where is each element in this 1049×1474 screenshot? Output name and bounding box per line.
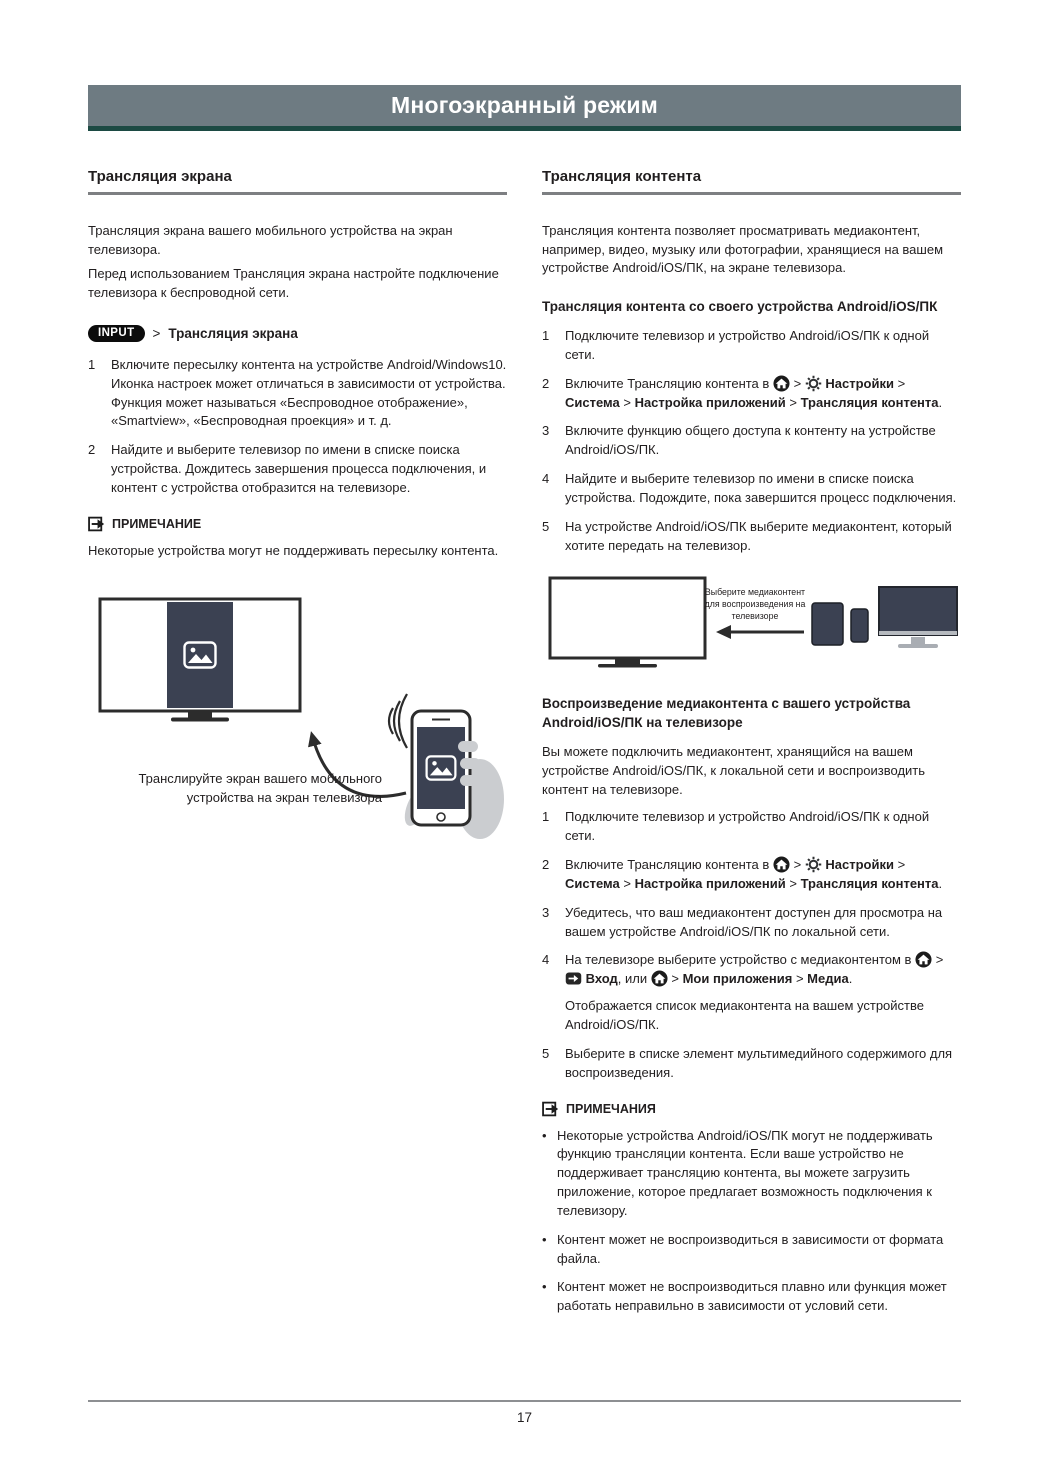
step-text — [565, 856, 961, 894]
tv-screen-band — [167, 602, 233, 708]
note-bullet — [542, 1127, 961, 1221]
step-number: 5 — [542, 518, 550, 534]
step-text-part: , или — [617, 971, 648, 987]
menu-item: Настройка приложений — [634, 875, 786, 891]
home-icon — [915, 951, 932, 968]
step-text: Выберите в списке элемент мультимедийного содержимого для воспроизведения. — [565, 1045, 953, 1080]
figure-caption: Транслируйте экран вашего мобильного устройства на экран телевизора — [138, 770, 382, 805]
settings-gear-icon — [805, 375, 822, 392]
step-number: 1 — [542, 328, 550, 344]
figure-note: Выберите медиаконтент для воспроизведения на телевизоре — [704, 587, 806, 621]
note-heading — [542, 1101, 961, 1117]
finger-shape — [458, 741, 478, 752]
step-item — [542, 808, 961, 846]
input-source-icon — [565, 970, 582, 987]
left-column — [88, 168, 507, 843]
step-item — [542, 951, 961, 1034]
intro-paragraph: Трансляция контента позволяет просматривать медиаконтент, например, видео, музыку или фотографии, хранящиеся на вашем устройстве Android/iOS/ПК, на экране телевизора. — [542, 223, 944, 276]
step-item — [542, 904, 961, 942]
path-separator: > — [897, 857, 906, 873]
subheading-play-media: Воспроизведение медиаконтента с вашего устройства Android/iOS/ПК на телевизоре — [542, 696, 911, 731]
step-text: Найдите и выберите телевизор по имени в списке поиска устройства. Дождитесь завершения процесса подключения, и контент с устройства отобразится на телевизоре. — [111, 442, 487, 495]
note-bullet-text: • Контент может не воспроизводиться плавно или функция может работать неправильно в зависимости от условий сети. — [557, 1279, 947, 1314]
path-separator: > — [793, 375, 802, 391]
period: . — [938, 394, 943, 410]
step-text — [565, 375, 961, 413]
path-separator: > — [789, 875, 797, 891]
path-separator: > — [152, 325, 161, 341]
step-followup: Отображается список медиаконтента на вашем устройстве Android/iOS/ПК. — [565, 998, 924, 1033]
step-number: 4 — [542, 471, 550, 487]
step-item — [542, 422, 961, 460]
intro-paragraph: Трансляция экрана вашего мобильного устройства на экран телевизора. — [88, 223, 453, 257]
menu-item: Медиа — [807, 971, 849, 987]
pc-monitor-neck — [911, 637, 925, 644]
path-separator: > — [671, 971, 679, 987]
menu-item: Система — [565, 394, 620, 410]
note-label: ПРИМЕЧАНИЕ — [112, 516, 202, 531]
phone-device — [851, 609, 868, 642]
tv-frame — [550, 578, 705, 658]
note-arrow-icon — [542, 1101, 559, 1117]
note-text: Некоторые устройства могут не поддерживать пересылку контента. — [88, 542, 499, 558]
path-separator: > — [897, 375, 906, 391]
content-columns — [88, 168, 961, 1326]
step-number: 2 — [88, 442, 96, 458]
pc-monitor-bezel — [879, 631, 957, 635]
step-text: На устройстве Android/iOS/ПК выберите медиаконтент, который хотите передать на телевизор. — [565, 518, 952, 553]
step-item — [88, 441, 507, 498]
section-heading-content-cast: Трансляция контента — [542, 168, 961, 195]
step-number: 2 — [542, 857, 550, 873]
step-item — [542, 856, 961, 894]
step-text-part: Включите Трансляцию контента в — [565, 375, 770, 391]
content-cast-figure — [542, 575, 961, 675]
note-bullet — [542, 1278, 961, 1316]
pc-monitor-base — [898, 644, 938, 648]
step-number: 3 — [542, 423, 550, 439]
path-separator: > — [623, 875, 631, 891]
pc-monitor — [879, 587, 957, 635]
note-bullet-text: • Контент может не воспроизводиться в зависимости от формата файла. — [557, 1231, 944, 1266]
path-separator: > — [793, 857, 802, 873]
path-separator: > — [623, 394, 631, 410]
step-text: Убедитесь, что ваш медиаконтент доступен для просмотра на вашем устройстве Android/iOS/ПК по локальной сети. — [565, 904, 943, 939]
step-item — [542, 470, 961, 508]
page-banner — [88, 85, 961, 131]
step-number: 2 — [542, 375, 550, 391]
subheading-cast-from-device: Трансляция контента со своего устройства Android/iOS/ПК — [542, 299, 938, 315]
menu-item: Вход — [585, 971, 618, 987]
settings-gear-icon — [805, 856, 822, 873]
intro-paragraph: Вы можете подключить медиаконтент, хранящийся на вашем устройстве Android/iOS/ПК, к локальной сети и воспроизводить контент на телевизоре. — [542, 744, 926, 797]
home-icon — [773, 856, 790, 873]
finger-shape — [460, 758, 480, 769]
step-number: 3 — [542, 904, 550, 920]
step-text — [565, 951, 961, 1034]
intro-paragraph: Перед использованием Трансляция экрана настройте подключение телевизора к беспроводной сети. — [88, 266, 499, 301]
menu-item: Трансляция контента — [800, 394, 939, 410]
step-item — [88, 356, 507, 431]
step-item — [542, 375, 961, 413]
step-text: Включите пересылку контента на устройстве Android/Windows10. Иконка настроек может отличаться в зависимости от устройства. Функция может называться «Беспроводное отображение», «Smartview», «Беспроводная проекция» и т. д. — [111, 356, 507, 429]
path-separator: > — [795, 971, 804, 987]
step-text: Включите функцию общего доступа к контенту на устройстве Android/iOS/ПК. — [565, 423, 936, 458]
menu-item: Настройки — [825, 375, 894, 391]
note-arrow-icon — [88, 516, 105, 532]
step-text: Подключите телевизор и устройство Android/iOS/ПК к одной сети. — [565, 328, 930, 362]
phone-screen — [417, 727, 465, 809]
step-text-part: На телевизоре выберите устройство с медиаконтентом в — [565, 952, 912, 968]
path-separator: > — [935, 952, 944, 968]
page-number: 17 — [516, 1410, 533, 1425]
step-number: 1 — [88, 356, 96, 372]
screen-mirroring-figure — [88, 591, 507, 843]
home-icon — [773, 375, 790, 392]
menu-item: Система — [565, 875, 620, 891]
wifi-waves-icon — [389, 694, 407, 748]
step-text: Найдите и выберите телевизор по имени в списке поиска устройства. Подождите, пока завершится процесс подключения. — [565, 471, 957, 505]
input-button-badge: INPUT — [88, 325, 145, 342]
path-separator: > — [789, 394, 797, 410]
tv-stand-base — [171, 717, 229, 721]
menu-item: Мои приложения — [682, 971, 793, 987]
tablet-device — [812, 603, 843, 645]
period: . — [848, 971, 853, 987]
note-bullet — [542, 1231, 961, 1269]
note-label: ПРИМЕЧАНИЯ — [566, 1101, 656, 1116]
step-item — [542, 1045, 961, 1083]
step-item — [542, 518, 961, 556]
step-item — [542, 327, 961, 365]
note-heading — [88, 516, 507, 532]
tv-stand-base — [598, 664, 657, 668]
right-column — [542, 168, 961, 1326]
home-icon — [651, 970, 668, 987]
input-path-row — [88, 325, 507, 342]
menu-item: Настройки — [825, 857, 894, 873]
menu-item: Настройка приложений — [634, 394, 786, 410]
step-number: 1 — [542, 809, 550, 825]
tv-stand-neck — [615, 660, 640, 665]
page-footer — [88, 1400, 961, 1425]
step-number: 5 — [542, 1045, 550, 1061]
input-path-target: Трансляция экрана — [168, 325, 298, 341]
tv-stand-neck — [188, 712, 212, 717]
page-title: Многоэкранный режим — [391, 92, 658, 118]
period: . — [938, 875, 943, 891]
step-text: Подключите телевизор и устройство Android/iOS/ПК к одной сети. — [565, 809, 930, 844]
finger-shape — [460, 775, 480, 786]
step-text-part: Включите Трансляцию контента в — [565, 857, 770, 873]
step-number: 4 — [542, 952, 550, 968]
note-bullet-text: • Некоторые устройства Android/iOS/ПК могут не поддерживать функцию трансляции контента. Если ваше устройство не поддерживает трансляцию контента, вы можете загрузить приложение, которое предлагает возможность подключения к телевизору. — [557, 1127, 933, 1218]
menu-item: Трансляция контента — [800, 875, 939, 891]
section-heading-screen-cast: Трансляция экрана — [88, 168, 507, 195]
